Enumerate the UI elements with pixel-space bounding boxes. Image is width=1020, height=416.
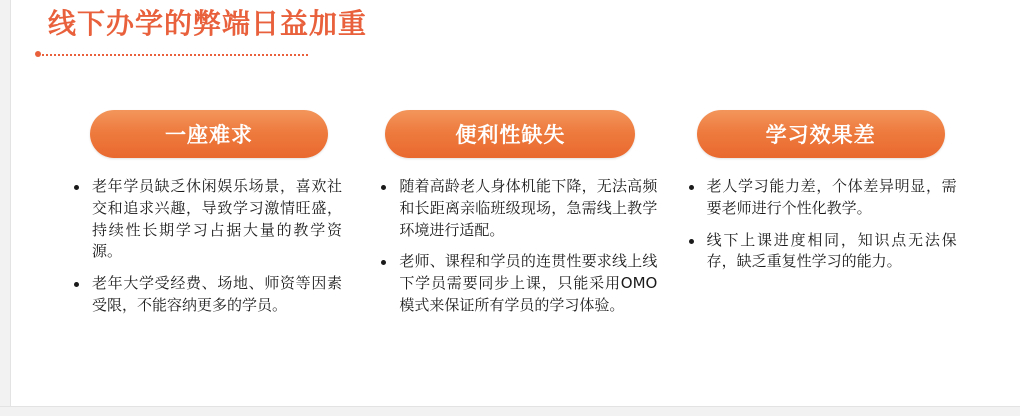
content-columns: [70, 110, 970, 327]
page-title: 线下办学的弊端日益加重: [48, 7, 368, 40]
column-three-bullet-list: [685, 176, 970, 273]
slide-bottom-margin: [0, 406, 1020, 416]
column-three: [685, 110, 970, 327]
column-one: [70, 110, 355, 327]
slide-left-margin: [0, 0, 11, 416]
list-item: 老年大学受经费、场地、师资等因素受限，不能容纳更多的学员。: [70, 273, 342, 317]
column-three-heading: 学习效果差: [697, 110, 945, 158]
column-one-bullet-list: [70, 176, 355, 317]
title-dotted-divider: [38, 54, 308, 58]
list-item: 老师、课程和学员的连贯性要求线上线下学员需要同步上课，只能采用OMO模式来保证所有学员的学习体验。: [377, 251, 657, 316]
column-two: [377, 110, 662, 327]
list-item: 随着高龄老人身体机能下降，无法高频和长距离亲临班级现场，急需线上教学环境进行适配。: [377, 176, 657, 241]
list-item: 老年学员缺乏休闲娱乐场景，喜欢社交和追求兴趣，导致学习激情旺盛，持续性长期学习占据大量的教学资源。: [70, 176, 342, 263]
list-item: 老人学习能力差，个体差异明显，需要老师进行个性化教学。: [685, 176, 957, 220]
list-item: 线下上课进度相同，知识点无法保存，缺乏重复性学习的能力。: [685, 230, 957, 274]
column-two-bullet-list: [377, 176, 662, 317]
column-two-heading: 便利性缺失: [385, 110, 635, 158]
column-one-heading: 一座难求: [90, 110, 328, 158]
